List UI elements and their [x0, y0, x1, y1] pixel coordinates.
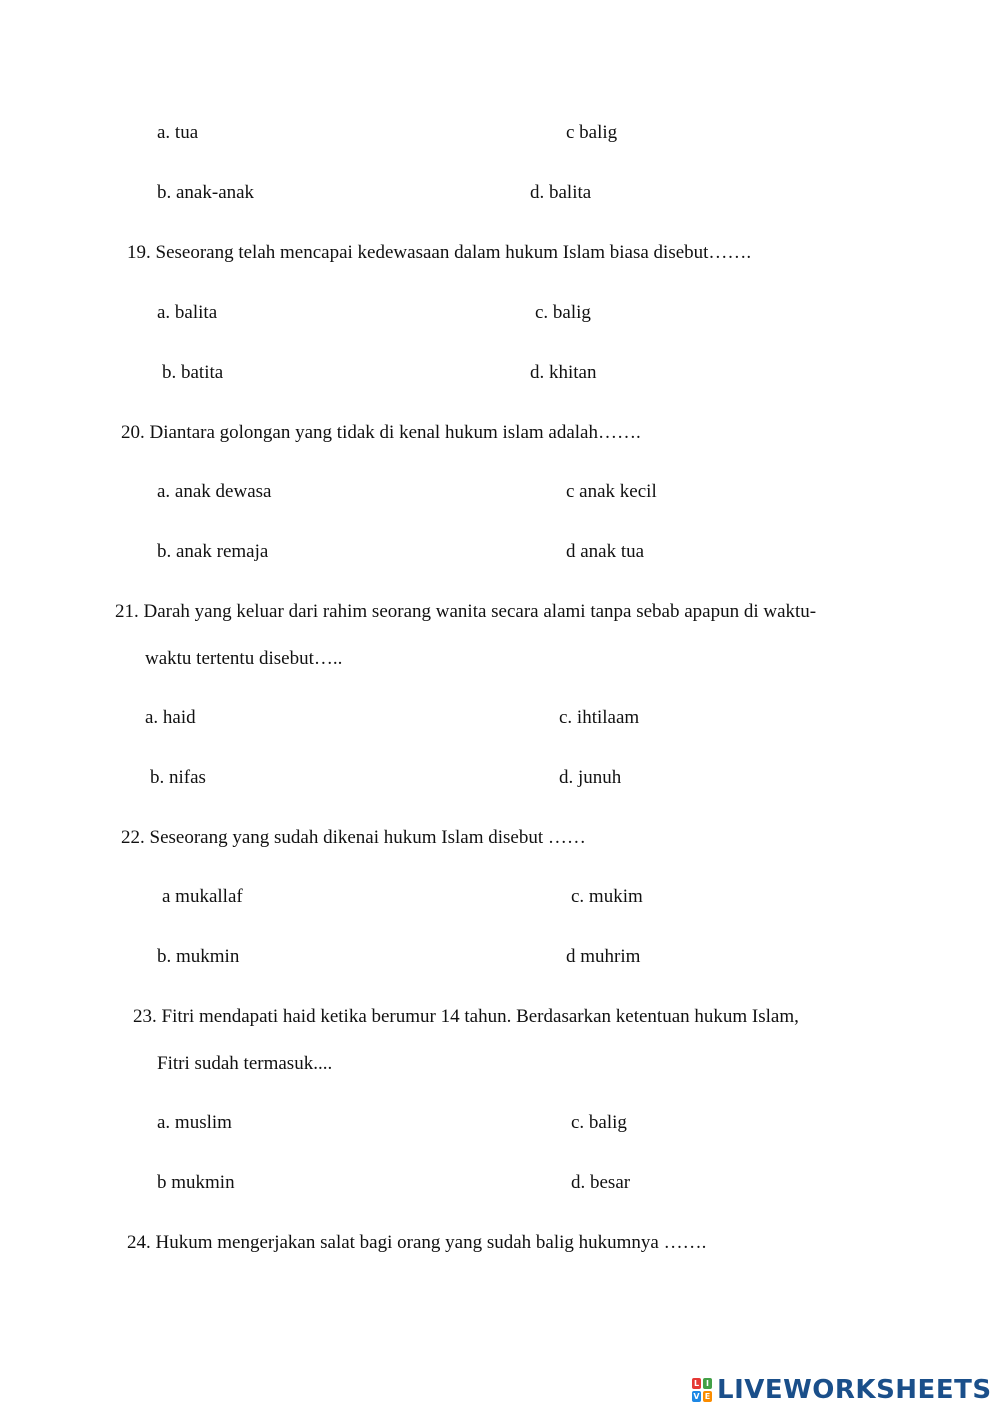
- option-a[interactable]: a. tua: [157, 122, 199, 143]
- option-b[interactable]: b. nifas: [150, 767, 206, 788]
- option-c[interactable]: c anak kecil: [566, 481, 657, 502]
- question-23: 23. Fitri mendapati haid ketika berumur 14 tahun. Berdasarkan ketentuan hukum Islam,: [133, 1006, 799, 1027]
- option-d[interactable]: d. junuh: [559, 767, 622, 788]
- option-a[interactable]: a. muslim: [157, 1112, 232, 1133]
- option-c[interactable]: c. mukim: [571, 886, 643, 907]
- option-d[interactable]: d. khitan: [530, 362, 597, 383]
- option-c[interactable]: c balig: [566, 122, 618, 143]
- option-c[interactable]: c. balig: [571, 1112, 627, 1133]
- option-b[interactable]: b. batita: [162, 362, 224, 383]
- option-d[interactable]: d anak tua: [566, 541, 645, 562]
- liveworksheets-wordmark: LIVEWORKSHEETS: [717, 1375, 992, 1405]
- option-b[interactable]: b. anak-anak: [157, 182, 255, 203]
- logo-mark-letter: V: [693, 1392, 700, 1401]
- liveworksheets-mark-icon: [692, 1378, 712, 1402]
- option-a[interactable]: a mukallaf: [162, 886, 243, 907]
- option-a[interactable]: a. balita: [157, 302, 218, 323]
- question-22: 22. Seseorang yang sudah dikenai hukum Islam disebut ……: [121, 827, 586, 848]
- logo-mark-letter: E: [704, 1392, 711, 1401]
- question-21: 21. Darah yang keluar dari rahim seorang wanita secara alami tanpa sebab apapun di waktu-: [115, 601, 817, 622]
- option-d[interactable]: d. balita: [530, 182, 592, 203]
- option-d[interactable]: d. besar: [571, 1172, 631, 1193]
- question-24: 24. Hukum mengerjakan salat bagi orang yang sudah balig hukumnya …….: [127, 1232, 707, 1253]
- question-19: 19. Seseorang telah mencapai kedewasaan dalam hukum Islam biasa disebut…….: [127, 242, 752, 263]
- logo-mark-letter: L: [693, 1379, 700, 1388]
- option-b[interactable]: b mukmin: [157, 1172, 235, 1193]
- question-20: 20. Diantara golongan yang tidak di kenal hukum islam adalah…….: [121, 422, 641, 443]
- option-c[interactable]: c. balig: [535, 302, 591, 323]
- question-21-continuation: waktu tertentu disebut…..: [145, 648, 343, 669]
- liveworksheets-logo: [692, 1373, 992, 1407]
- option-a[interactable]: a. anak dewasa: [157, 481, 272, 502]
- option-a[interactable]: a. haid: [145, 707, 196, 728]
- logo-mark-letter: I: [703, 1378, 712, 1389]
- option-b[interactable]: b. anak remaja: [157, 541, 269, 562]
- question-23-continuation: Fitri sudah termasuk....: [157, 1053, 333, 1074]
- option-b[interactable]: b. mukmin: [157, 946, 240, 967]
- option-c[interactable]: c. ihtilaam: [559, 707, 640, 728]
- option-d[interactable]: d muhrim: [566, 946, 641, 967]
